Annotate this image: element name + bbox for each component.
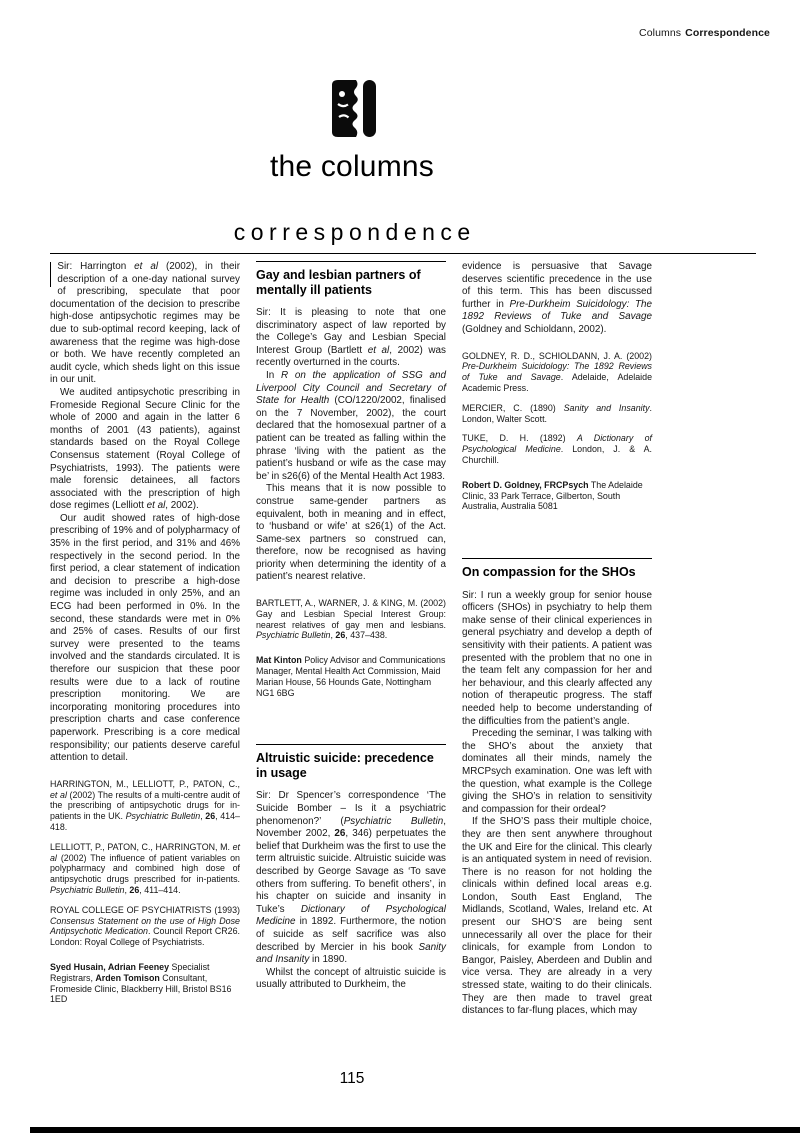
styled-text-run: Arden Tomison: [95, 972, 160, 983]
column-2: [256, 261, 446, 992]
reference-entry: GOLDNEY, R. D., SCHIOLDANN, J. A. (2002) Pre-Durkheim Suicidology: The 1892 Reviews of Tuke and Savage. Adelaide, Adelaide Academic Press.: [462, 350, 653, 393]
styled-text-run: 26: [334, 828, 346, 840]
reference-entry: MERCIER, C. (1890) Sanity and Insanity. London, Walter Scott.: [462, 402, 652, 424]
column-1: [50, 261, 240, 1005]
letter-paragraph: In R on the application of SSG and Liverpool City Council and Secretary of State for Health (CO/1220/2002, finalised on the 7 November, 2002), the court declared that the homosexual partner of a patient can be treated as falling within the phrase ‘living with the patient as the patient’s husband or wife as the case may be’ in s26(6) of the Mental Health Act 1983.: [256, 369, 446, 482]
column-3: [462, 261, 652, 1018]
styled-text-run: Dictionary of Psychological Medicine: [256, 903, 446, 928]
journal-brand-title: the columns: [270, 150, 434, 183]
styled-text-run: et al: [146, 500, 166, 512]
styled-text-run: 26: [335, 630, 346, 641]
running-header: [639, 27, 770, 39]
reference-entry: ROYAL COLLEGE OF PSYCHIATRISTS (1993) Consensus Statement on the use of High Dose Antipsychotic Medication. Council Report CR26. London: Royal College of Psychiatrists.: [50, 904, 240, 948]
section-title: correspondence: [233, 219, 476, 245]
author-signature: Mat Kinton Policy Advisor and Communications Manager, Mental Health Act Commission, Maid Marian House, 56 Hounds Gate, Nottingham NG1 6BG: [256, 655, 446, 698]
masthead: [50, 80, 654, 142]
letter-paragraph: Sir: It is pleasing to note that one discriminatory aspect of law reported by the College’s Gay and Lesbian Special Interest Group (Bartlett et al, 2002) was recently overturned in the courts.: [256, 307, 446, 369]
reference-entry: LELLIOTT, P., PATON, C., HARRINGTON, M. et al (2002) The influence of patient variables on polypharmacy and combined high dose of antipsychotic drugs prescribed for in-patients. Psychiatric Bulletin, 26, 411–414.: [50, 841, 240, 895]
styled-text-run: et al: [367, 344, 390, 356]
styled-text-run: et al: [50, 841, 240, 863]
styled-text-run: Psychiatric Bulletin: [256, 630, 331, 641]
styled-text-run: et al: [134, 261, 159, 272]
letter-paragraph: evidence is persuasive that Savage deserves scientific precedence in the use of this term. This has been discussed further in Pre-Durkheim Suicidology: The 1892 Reviews of Tuke and Savage (Goldney and Schioldann, 2002).: [462, 261, 652, 335]
styled-text-run: Psychiatric Bulletin: [50, 884, 125, 895]
styled-text-run: Sanity and Insanity: [563, 402, 650, 413]
styled-text-run: 26: [129, 884, 140, 895]
styled-text-run: R on the application of SSG and Liverpool City Council and Secretary of State for Health: [256, 369, 446, 407]
letter-paragraph: Sir: Harrington et al (2002), in their description of a one-day national survey of prescribing, speculate that poor documentation of the decision to prescribe high-dose antipsychotic regimes may be due to sub-optimal record keeping, lack of awareness that the regime was high-dose or both. We have recently completed an audit cycle, which sheds light on this issue in our unit.: [50, 261, 241, 386]
styled-text-run: Pre-Durkheim Suicidology: The 1892 Reviews of Tuke and Savage: [462, 361, 652, 383]
reference-entry: TUKE, D. H. (1892) A Dictionary of Psychological Medicine. London, J. & A. Churchill.: [462, 433, 652, 465]
masthead-rule: [50, 253, 756, 254]
letter-paragraph: This means that it is now possible to construe same-gender partners as equivalent, both in meaning and in effect, to ‘husband or wife’ at s26(1) of the Act. Same-sex partners so construed can, therefore, now be recognised as having priority when determining the identity of a patient’s nearest relative.: [256, 483, 446, 583]
styled-text-run: Pre-Durkheim Suicidology: The 1892 Reviews of Tuke and Savage: [462, 298, 652, 323]
letter-heading: Altruistic suicide: precedence in usage: [256, 744, 446, 780]
letter-paragraph: Our audit showed rates of high-dose prescribing of 19% and of polypharmacy of 35% in the first period, and 31% and 46% respectively in the second period. In the first period, a clear statement of indication and decision to prescribe a high-dose regime was included in only 25%, and an ECG had been performed in 0%. In the second, these standards were met in 0% and 25% of cases. Results of our first survey were presented to the teams involved and the standards circulated. It is therefore our suspicion that these poor results were due to a lack of routine prescription monitoring. We are incorporating monitoring procedures into prescription charts and case conference paperwork. Prescribing is a core medical responsibility; our patients deserve careful attention to detail.: [50, 512, 240, 764]
letter-paragraph: Sir: Dr Spencer’s correspondence ‘The Suicide Bomber – Is it a psychiatric phenomenon?’ (Psychiatric Bulletin, November 2002, 26, 346) perpetuates the belief that Durkheim was the first to use the term altruistic suicide. Altruistic suicide was described by George Savage as ‘To save others from suffering. To benefit others’, in his chapter on suicide and insanity in Tuke’s Dictionary of Psychological Medicine in 1892. Furthermore, the notion of suicide as self sacrifice was also described by Mercier in his book Sanity and Insanity in 1890.: [256, 790, 446, 966]
letter-paragraph: Preceding the seminar, I was talking with the SHO’s about the anxiety that dominates all their minds, namely the MRCPsych examination. One was left with the question, what example is the College giving the SHO’s in relation to sensitivity and compassion for their ordeal?: [462, 728, 652, 815]
page-number: 115: [339, 1070, 365, 1087]
author-signature: Syed Husain, Adrian Feeney Specialist Registrars, Arden Tomison Consultant, Fromeside Clinic, Blackberry Hill, Bristol BS16 1ED: [50, 961, 232, 1005]
reference-entry: BARTLETT, A., WARNER, J. & KING, M. (2002) Gay and Lesbian Special Interest Group: nearest relatives of gay men and lesbians. Psychiatric Bulletin, 26, 437–438.: [256, 598, 446, 641]
letter-paragraph: Sir: I run a weekly group for senior house officers (SHOs) in psychiatry to help them make sense of their clinical experiences in general psychiatry and develop a depth of sensitivity with their patients. A patient was presented with the problem that no one in the team felt any compassion for her and her behaviour, and this clearly affected any notion of therapeutic progress. The staff needed help to become understanding of the difficulties from the patient’s angle.: [462, 589, 652, 727]
styled-text-run: Psychiatric Bulletin: [343, 815, 444, 827]
letter-paragraph: If the SHO’S pass their multiple choice, they are then sent anywhere throughout the UK and Eire for the clinical. This clearly is an antiquated system in need of revision. There is no reason for not holding the clinicals within defined local areas e.g. London, South East England, The Midlands, Scotland, Wales, Ireland etc. At present our SHO’S are being sent unnecessarily all over the place for their clinicals, for example from London to Bangor, Paisley, Aberdeen and Dublin and vice versa. They are already in a very stressed state, waiting to do their clinicals. They are then made to travel great distances to far-flung places, which may: [462, 816, 652, 1017]
styled-text-run: Sanity and Insanity: [256, 941, 446, 966]
styled-text-run: A Dictionary of Psychological Medicine: [462, 433, 652, 455]
styled-text-run: Mat Kinton: [256, 655, 302, 666]
running-header-section: Columns: [639, 27, 682, 39]
styled-text-run: Syed Husain, Adrian Feeney: [50, 961, 170, 972]
styled-text-run: 26: [205, 811, 216, 822]
letter-paragraph: Whilst the concept of altruistic suicide is usually attributed to Durkheim, the: [256, 966, 446, 991]
letter-heading: Gay and lesbian partners of mentally ill patients: [256, 261, 446, 297]
reference-entry: HARRINGTON, M., LELLIOTT, P., PATON, C., et al (2002) The results of a multi-centre audit of the prescribing of antipsychotic drugs for in-patients in the UK. Psychiatric Bulletin, 26, 414–418.: [50, 778, 241, 832]
styled-text-run: et al: [50, 789, 67, 800]
columns-logo-icon: [325, 124, 379, 141]
styled-text-run: Robert D. Goldney, FRCPsych: [462, 479, 589, 490]
letters-columns: [50, 261, 654, 1018]
letter-heading: On compassion for the SHOs: [462, 558, 652, 580]
page-edge-artifact: [30, 1127, 800, 1133]
running-header-topic: Correspondence: [685, 27, 770, 39]
author-signature: Robert D. Goldney, FRCPsych The Adelaide Clinic, 33 Park Terrace, Gilberton, South Australia, Australia 5081: [462, 479, 643, 512]
styled-text-run: Psychiatric Bulletin: [125, 811, 201, 822]
styled-text-run: Consensus Statement on the use of High Dose Antipsychotic Medication: [50, 915, 240, 937]
letter-paragraph: We audited antipsychotic prescribing in Fromeside Regional Secure Clinic for the whole of 2000 and again in the latter 6 months of 2001 (43 patients), against standards based on the Royal College Consensus statement (Royal College of Psychiatrists, 1993). The patients were male forensic detainees, all factors associated with the prescription of high dose regimes (Lelliott et al, 2002).: [50, 386, 240, 512]
